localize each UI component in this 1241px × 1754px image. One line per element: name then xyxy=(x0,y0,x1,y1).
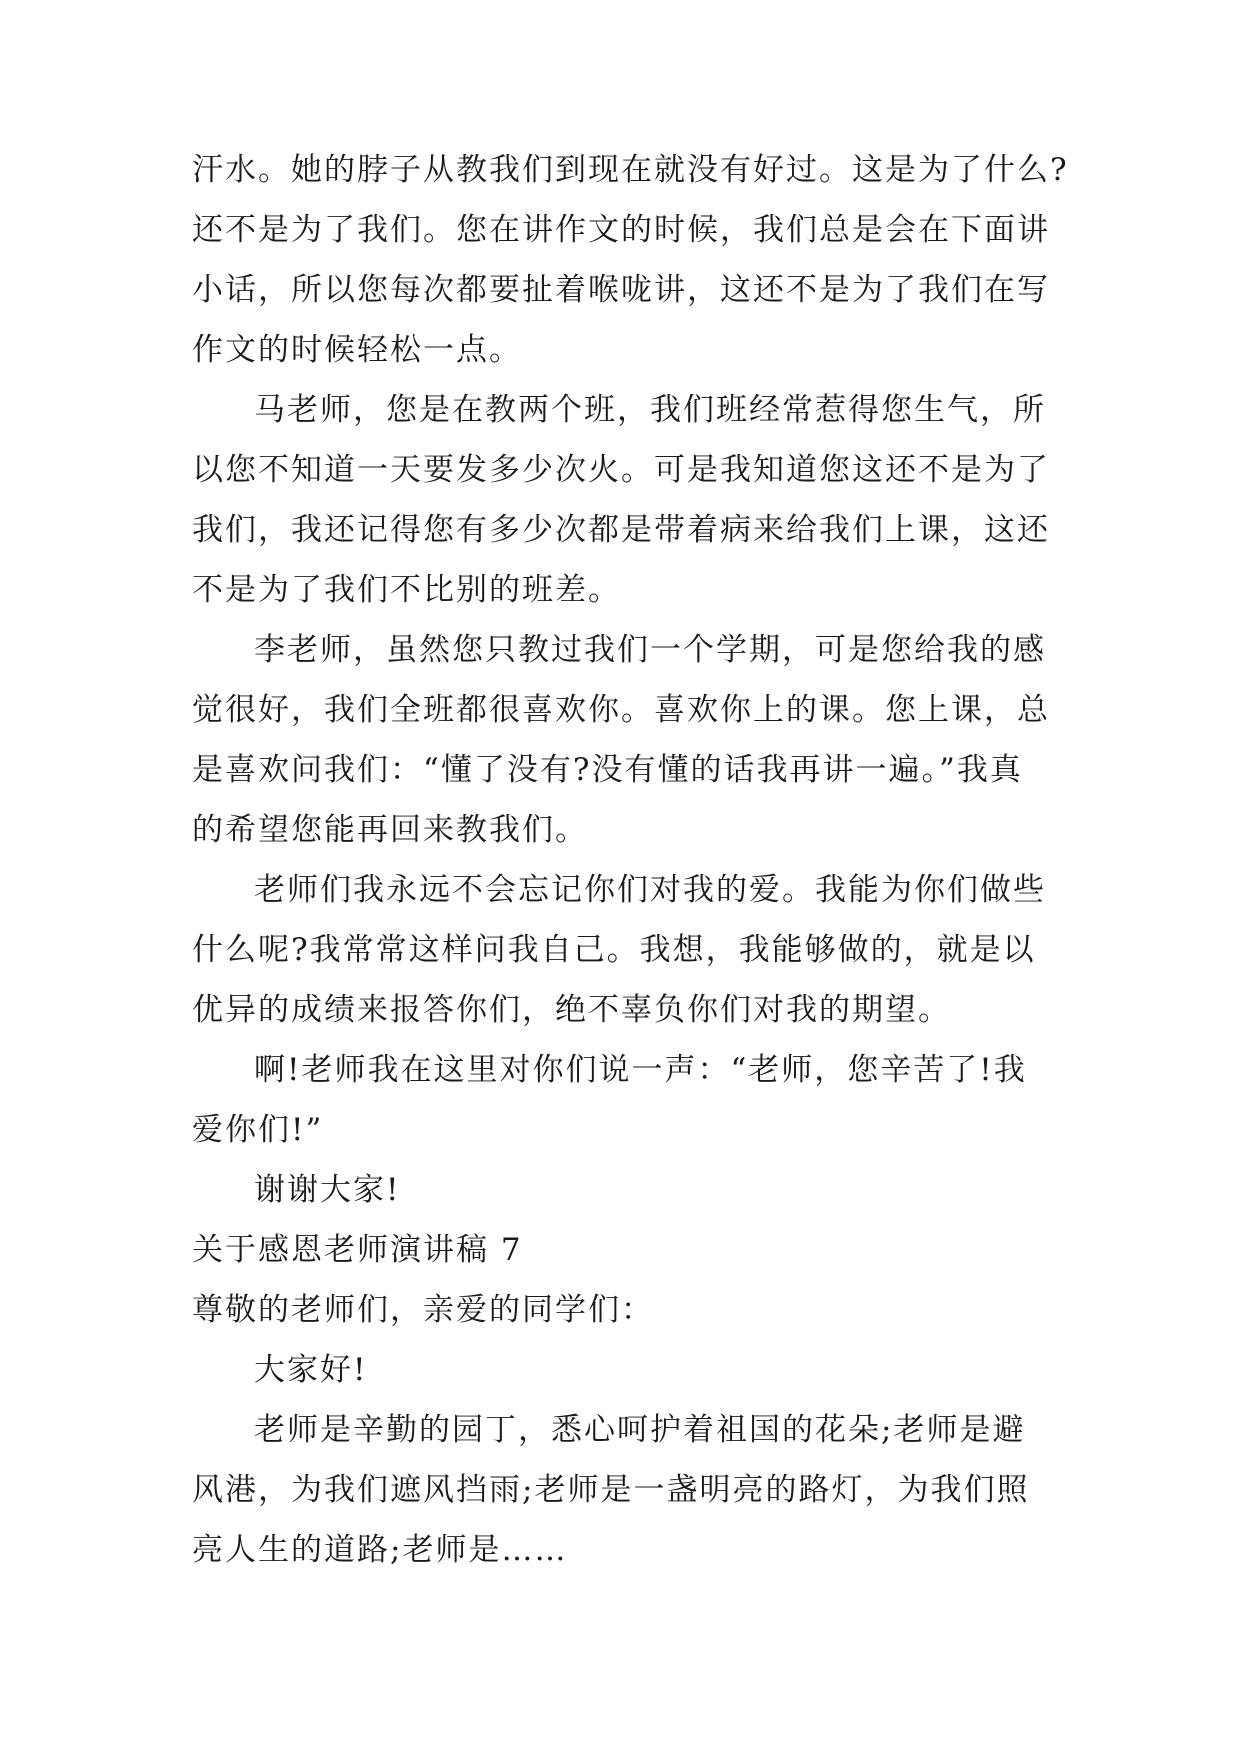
text-line: 觉很好，我们全班都很喜欢你。喜欢你上的课。您上课，总 xyxy=(192,692,1050,728)
text-line: 小话，所以您每次都要扯着喉咙讲，这还不是为了我们在写 xyxy=(192,272,1050,308)
salutation: 尊敬的老师们，亲爱的同学们： xyxy=(192,1292,654,1328)
text-line: 亮人生的道路;老师是…… xyxy=(192,1532,568,1568)
greeting: 大家好! xyxy=(254,1352,368,1388)
text-line: 爱你们!” xyxy=(192,1112,324,1148)
text-line: 汗水。她的脖子从教我们到现在就没有好过。这是为了什么? xyxy=(192,152,1069,188)
section-heading: 关于感恩老师演讲稿 7 xyxy=(192,1232,523,1268)
text-line: 作文的时候轻松一点。 xyxy=(192,332,522,368)
text-line: 优异的成绩来报答你们，绝不辜负你们对我的期望。 xyxy=(192,992,951,1028)
paragraph-first-line: 马老师，您是在教两个班，我们班经常惹得您生气，所 xyxy=(254,392,1046,428)
paragraph-first-line: 老师们我永远不会忘记你们对我的爱。我能为你们做些 xyxy=(254,872,1046,908)
paragraph-first-line: 李老师，虽然您只教过我们一个学期，可是您给我的感 xyxy=(254,632,1046,668)
closing-line: 谢谢大家! xyxy=(254,1172,401,1208)
text-line: 我们，我还记得您有多少次都是带着病来给我们上课，这还 xyxy=(192,512,1050,548)
text-line: 是喜欢问我们：“懂了没有?没有懂的话我再讲一遍。”我真 xyxy=(192,752,1023,788)
document-body xyxy=(192,140,1069,1580)
text-line: 以您不知道一天要发多少次火。可是我知道您这还不是为了 xyxy=(192,452,1050,488)
text-line: 什么呢?我常常这样问我自己。我想，我能够做的，就是以 xyxy=(192,932,1036,968)
text-line: 不是为了我们不比别的班差。 xyxy=(192,572,621,608)
paragraph-first-line: 老师是辛勤的园丁，悉心呵护着祖国的花朵;老师是避 xyxy=(254,1412,1026,1448)
text-line: 的希望您能再回来教我们。 xyxy=(192,812,588,848)
paragraph-first-line: 啊!老师我在这里对你们说一声：“老师，您辛苦了!我 xyxy=(254,1052,1027,1088)
text-line: 风港，为我们遮风挡雨;老师是一盏明亮的路灯，为我们照 xyxy=(192,1472,1030,1508)
text-line: 还不是为了我们。您在讲作文的时候，我们总是会在下面讲 xyxy=(192,212,1050,248)
